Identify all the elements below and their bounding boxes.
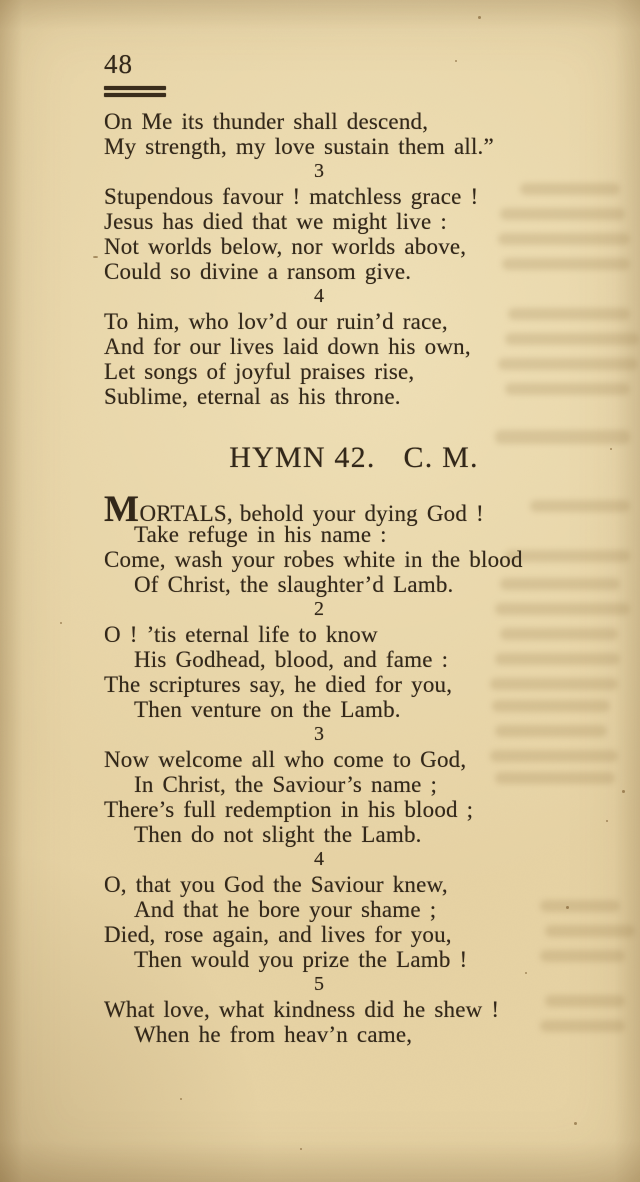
drop-cap-initial: M — [104, 489, 140, 530]
verse-line: On Me its thunder shall descend, — [104, 109, 429, 134]
verse-line: His Godhead, blood, and fame : — [134, 647, 449, 672]
verse-line: Then do not slight the Lamb. — [134, 822, 422, 847]
verse-line: Then would you prize the Lamb ! — [134, 947, 468, 972]
verse-line: In Christ, the Saviour’s name ; — [134, 772, 438, 797]
verse-line: Of Christ, the slaughter’d Lamb. — [134, 572, 454, 597]
verse-line: The scriptures say, he died for you, — [104, 672, 453, 697]
section-rule — [104, 86, 166, 97]
rule-bar-top — [104, 86, 166, 90]
verse-line: Take refuge in his name : — [134, 522, 387, 547]
verse-number: 5 — [314, 973, 324, 995]
verse-line: O ! ’tis eternal life to know — [104, 622, 378, 647]
verse-line-rest: behold your dying God ! — [239, 501, 484, 526]
verse-line: Then venture on the Lamb. — [134, 697, 401, 722]
text-block — [104, 0, 534, 1047]
verse-number: 2 — [314, 598, 324, 620]
verse-line: Could so divine a ransom give. — [104, 259, 412, 284]
verse-line: Not worlds below, nor worlds above, — [104, 234, 467, 259]
verse-line: Jesus has died that we might live : — [104, 209, 447, 234]
drop-cap-word-rest: ORTALS, — [139, 501, 233, 526]
verse-number: 3 — [314, 160, 324, 182]
hymn-heading-number: HYMN 42. — [229, 441, 376, 474]
verse-line: Died, rose again, and lives for you, — [104, 922, 452, 947]
verse-line: Stupendous favour ! matchless grace ! — [104, 184, 479, 209]
page-number: 48 — [104, 49, 133, 79]
verse-line: When he from heav’n came, — [134, 1022, 413, 1047]
verse-line: And for our lives laid down his own, — [104, 334, 471, 359]
verse-number: 4 — [314, 848, 324, 870]
verse-number: 3 — [314, 723, 324, 745]
verse-line: Sublime, eternal as his throne. — [104, 384, 401, 409]
verse-line: My strength, my love sustain them all.” — [104, 134, 494, 159]
verse-line: O, that you God the Saviour knew, — [104, 872, 448, 897]
verse-line: What love, what kindness did he shew ! — [104, 997, 500, 1022]
verse-line: To him, who lov’d our ruin’d race, — [104, 309, 448, 334]
verse-line: Come, wash your robes white in the blood — [104, 547, 523, 572]
hymn-heading — [104, 441, 534, 475]
rule-bar-bottom — [104, 93, 166, 97]
verse-line: There’s full redemption in his blood ; — [104, 797, 474, 822]
verse-line-dropcap — [104, 489, 534, 530]
verse-line: Let songs of joyful praises rise, — [104, 359, 415, 384]
verse-line: And that he bore your shame ; — [134, 897, 437, 922]
verse-line: Now welcome all who come to God, — [104, 747, 467, 772]
hymn-heading-meter: C. M. — [403, 441, 479, 474]
verse-number: 4 — [314, 285, 324, 307]
